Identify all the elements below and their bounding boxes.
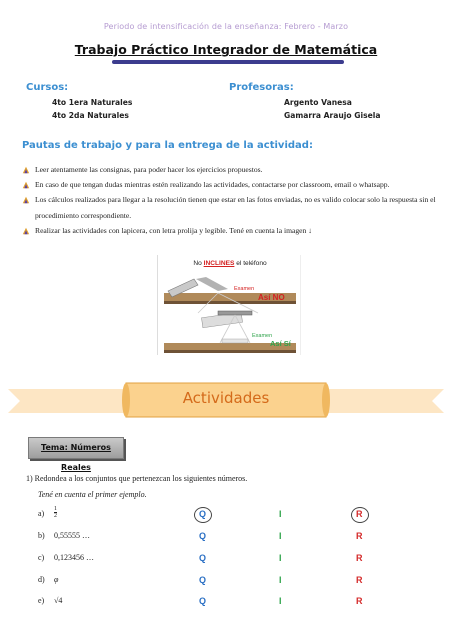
row-value: √4 [54, 596, 63, 605]
list-item: Leer atentamente las consignas, para poder hacer los ejercicios propuestos. [22, 162, 436, 177]
set-r: R [356, 531, 363, 541]
list-item: En caso de que tengan dudas mientras estén realizando las actividades, contactarse por classroom, email o whatsapp. [22, 177, 436, 192]
period-header: Periodo de intensificación de la enseñanza: Febrero - Marzo [103, 22, 349, 31]
exercise-row [38, 573, 398, 589]
list-item: Los cálculos realizados para llegar a la resolución tienen que estar en las fotos enviadas, no es valido colocar solo la respuesta sin el procedimiento correspondiente. [22, 192, 436, 222]
profesora-item: Gamarra Araujo Gisela [284, 111, 381, 120]
profesoras-heading: Profesoras: [229, 82, 294, 93]
document-title: Trabajo Práctico Integrador de Matemática [74, 42, 378, 57]
topic-label-box [28, 437, 124, 472]
topic-label: Tema: Números Reales [41, 443, 111, 472]
bullet-icon [22, 196, 30, 204]
exam-label: Examen [252, 333, 273, 339]
exercise-note: Tené en cuenta el primer ejemplo. [38, 490, 147, 499]
set-q: Q [199, 509, 207, 519]
profesora-item: Argento Vanesa [284, 98, 352, 107]
curso-item: 4to 2da Naturales [52, 111, 129, 120]
bullet-icon [22, 227, 30, 235]
row-letter: c) [38, 553, 45, 562]
set-r: R [356, 575, 363, 585]
set-i: I [279, 509, 282, 519]
exercise-row [38, 551, 398, 567]
exercise-row [38, 507, 398, 523]
exercise-prompt: 1) Redondea a los conjuntos que pertenezcan los siguientes números. [26, 474, 248, 483]
set-q: Q [199, 575, 207, 585]
bullet-icon [22, 166, 30, 174]
set-q: Q [199, 553, 207, 563]
activities-banner [8, 375, 444, 425]
activities-title: Actividades [182, 389, 270, 407]
set-q: Q [199, 531, 207, 541]
fraction-value: 1 2 [54, 506, 57, 519]
title-underline [112, 60, 344, 64]
phone-instruction-image [157, 255, 301, 355]
wrong-way-label: Así NO [258, 293, 285, 302]
pautas-list [22, 162, 436, 238]
curso-item: 4to 1era Naturales [52, 98, 133, 107]
row-letter: b) [38, 531, 45, 540]
row-letter: e) [38, 596, 45, 605]
bullet-icon [22, 181, 30, 189]
set-r: R [356, 553, 363, 563]
row-value: φ [54, 575, 59, 584]
exercise-row [38, 594, 398, 610]
cursos-heading: Cursos: [26, 82, 69, 93]
set-i: I [279, 531, 282, 541]
set-i: I [279, 575, 282, 585]
set-i: I [279, 596, 282, 606]
row-letter: a) [38, 509, 45, 518]
set-r: R [356, 509, 363, 519]
set-r: R [356, 596, 363, 606]
pautas-heading: Pautas de trabajo y para la entrega de la actividad: [22, 140, 313, 151]
right-way-label: Así Sí [270, 339, 291, 348]
image-caption: No INCLINES el teléfono [193, 260, 267, 267]
set-i: I [279, 553, 282, 563]
exam-label: Examen [234, 286, 255, 292]
set-q: Q [199, 596, 207, 606]
list-item: Realizar las actividades con lapicera, con letra prolija y legible. Tené en cuenta la imagen ↓ [22, 223, 436, 238]
row-value: 0,123456 … [54, 553, 94, 562]
row-letter: d) [38, 575, 45, 584]
exercise-row [38, 529, 398, 545]
row-value: 0,55555 … [54, 531, 90, 540]
